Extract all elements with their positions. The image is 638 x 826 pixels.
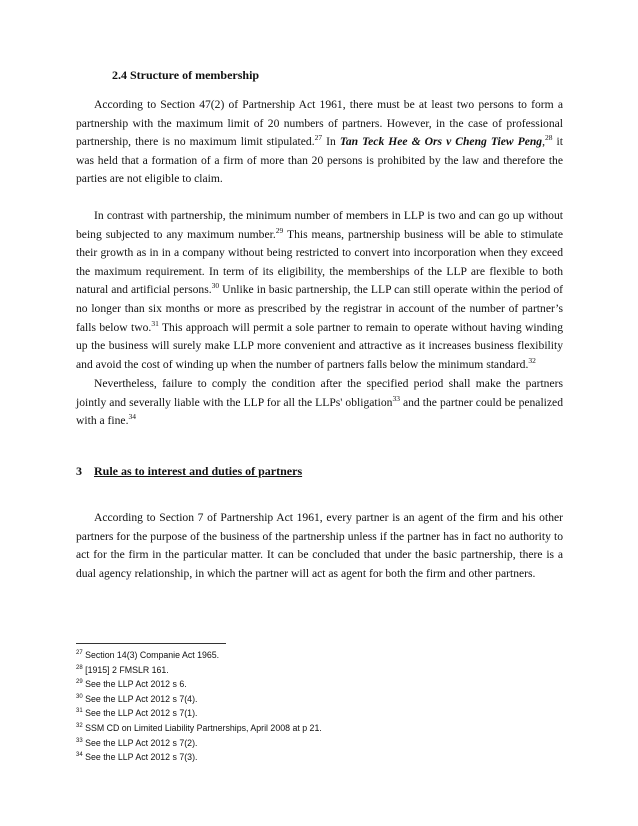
footnote: [76, 677, 322, 692]
footnote-number: 32: [76, 723, 83, 730]
footnote: [76, 648, 322, 663]
footnote-number: 30: [76, 693, 83, 700]
footnote-text: SSM CD on Limited Liability Partnerships, April 2008 at p 21.: [82, 722, 322, 733]
footnote-number: 31: [76, 708, 83, 715]
footnote-divider: [76, 643, 226, 644]
footnote-ref[interactable]: 27: [314, 133, 323, 143]
text-run: and the partner could be penalized with a fine.: [76, 395, 563, 428]
text-run: This means, partnership business will be able to stimulate their growth as in in a company without being restricted to convert into incorporation when they exceed the maximum requirement. In term of its eligibility, the memberships of the LLP are flexible to both natural and artificial persons.: [76, 227, 563, 297]
section-heading-3: [76, 464, 302, 479]
text-run: In contrast with partnership, the minimum number of members in LLP is two and can go up without being subjected to any maximum number.: [76, 209, 563, 241]
text-run: According to Section 47(2) of Partnership Act 1961, there must be at least two persons to form a partnership with the maximum limit of 20 numbers of partners. However, in the case of professional partnership, there is no maximum limit stipulated.: [76, 98, 563, 149]
footnote-text: Section 14(3) Companie Act 1965.: [82, 650, 220, 660]
section-heading-2-4: 2.4 Structure of membership: [112, 68, 260, 82]
paragraph-agency: [76, 509, 563, 583]
footnote-ref[interactable]: 32: [528, 355, 536, 365]
footnote: [76, 736, 322, 751]
footnote: [76, 721, 322, 736]
text-run: According to Section 7 of Partnership Act 1961, every partner is an agent of the firm and his other partners for the purpose of the business of the partnership unless if the partner has in fact no authority to act for the firm in the particular matter. It can be concluded that under the basic partnership, there is a dual agency relationship, in which the partner will act as agent for both the firm and other partners.: [76, 511, 563, 580]
text-run: This approach will permit a sole partner to remain to operate without having winding up the business will surely make LLP more convenient and attractive as it increases business flexibility and avoid the cost of winding up when the number of partners falls below the minimum standard.: [76, 320, 563, 371]
case-name: Tan Teck Hee & Ors v Cheng Tiew Peng: [339, 135, 543, 149]
footnote-text: See the LLP Act 2012 s 6.: [82, 679, 187, 690]
footnote-text: [1915] 2 FMSLR 161.: [82, 664, 169, 675]
footnote: [76, 706, 322, 721]
footnote-number: 27: [76, 650, 83, 657]
text-run: Unlike in basic partnership, the LLP can still operate within the period of no longer than six months or more as prescribed by the registrar in account of the number of partner’s falls below two.: [76, 283, 563, 334]
footnote-text: See the LLP Act 2012 s 7(2).: [82, 737, 198, 748]
footnote: [76, 663, 322, 678]
footnote-ref[interactable]: 33: [392, 393, 400, 403]
paragraph-liability: [76, 375, 563, 431]
footnote-number: 34: [76, 752, 83, 759]
footnote-ref[interactable]: 30: [211, 281, 220, 291]
footnote-text: See the LLP Act 2012 s 7(1).: [82, 708, 198, 719]
section-title: Rule as to interest and duties of partners: [94, 464, 303, 478]
footnote: [76, 750, 322, 765]
footnote-list: [76, 648, 322, 765]
footnote-ref[interactable]: 29: [275, 225, 284, 235]
text-run: Nevertheless, failure to comply the condition after the specified period shall make the partners jointly and severally liable with the LLP for all the LLPs' obligation: [76, 377, 563, 409]
paragraph-membership-limit: [76, 96, 563, 189]
footnote-number: 33: [76, 737, 83, 744]
footnote-number: 29: [76, 679, 83, 686]
text-run: In: [322, 135, 340, 149]
text-run: ,: [542, 135, 546, 149]
footnote-text: See the LLP Act 2012 s 7(4).: [82, 693, 198, 704]
footnote-ref[interactable]: 28: [545, 133, 553, 143]
footnote: [76, 692, 322, 707]
footnote-text: See the LLP Act 2012 s 7(3).: [82, 752, 198, 763]
text-run: it was held that a formation of a firm of more than 20 persons is prohibited by the law and therefore the parties are not eligible to claim.: [76, 135, 563, 186]
footnote-number: 28: [76, 664, 83, 671]
paragraph-llp-membership: [76, 207, 563, 374]
footnote-ref[interactable]: 31: [151, 318, 159, 328]
section-number: 3: [76, 464, 82, 478]
footnote-ref[interactable]: 34: [128, 412, 136, 422]
